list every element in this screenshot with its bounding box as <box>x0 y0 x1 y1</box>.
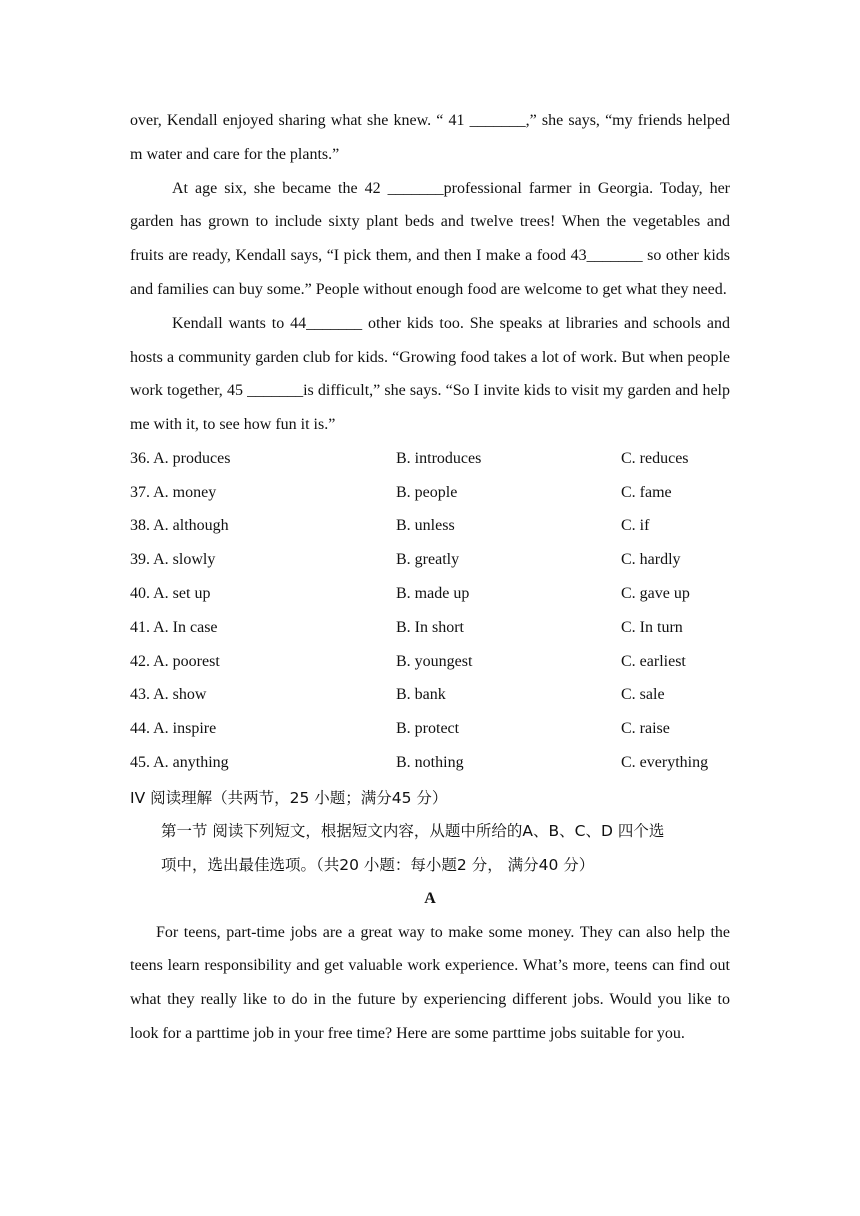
option-b: B. bank <box>396 686 446 704</box>
option-c: C. if <box>621 517 650 535</box>
option-a: 40. A. set up <box>130 585 211 603</box>
option-row <box>130 543 730 577</box>
cloze-paragraph-1: over, Kendall enjoyed sharing what she knew. “ 41 _______,” she says, “my friends helped m water and care for the plants.” <box>130 112 730 163</box>
cloze-paragraph-2: At age six, she became the 42 _______professional farmer in Georgia. Today, her garden has grown to include sixty plant beds and twelve trees! When the vegetables and fruits are ready, Kendall says, “I pick them, and then I make a food 43_______ so other kids and families can buy some.” People without enough food are welcome to get what they need. <box>130 179 730 298</box>
option-a: 39. A. slowly <box>130 551 216 569</box>
option-b: B. In short <box>396 618 464 636</box>
option-row <box>130 476 730 510</box>
options-list <box>130 442 730 780</box>
option-b: B. greatly <box>396 551 460 569</box>
passage-title: A <box>424 889 436 907</box>
option-c: C. hardly <box>621 551 681 569</box>
option-b: B. youngest <box>396 652 473 670</box>
option-row <box>130 510 730 544</box>
cloze-paragraph-3: Kendall wants to 44_______ other kids too. She speaks at libraries and schools and hosts a community garden club for kids. “Growing food takes a lot of work. But when people work together, 45 _______is difficult,” she says. “So I invite kids to visit my garden and help me with it, to see how fun it is.” <box>130 314 730 434</box>
option-c: C. gave up <box>621 585 690 603</box>
option-row <box>130 746 730 780</box>
option-c: C. In turn <box>621 618 683 636</box>
option-a: 37. A. money <box>130 483 217 501</box>
section-instructions-line-1: 第一节 阅读下列短文，根据短文内容，从题中所给的A、B、C、D 四个选 <box>161 821 665 840</box>
section-instructions-line-2: 项中，选出最佳选项。（共20 小题：每小题2 分， 满分40 分） <box>161 855 595 874</box>
option-row <box>130 679 730 713</box>
option-a: 38. A. although <box>130 517 229 535</box>
option-row <box>130 712 730 746</box>
option-c: C. fame <box>621 483 672 501</box>
option-a: 41. A. In case <box>130 618 218 636</box>
option-c: C. reduces <box>621 449 689 467</box>
section-heading: IV 阅读理解（共两节，25 小题；满分45 分） <box>130 788 448 807</box>
document-page <box>130 104 730 1051</box>
passage-a-text: For teens, part-time jobs are a great way to make some money. They can also help the teens learn responsibility and get valuable work experience. What’s more, teens can find out what they really like to do in the future by experiencing different jobs. Would you like to look for a parttime job in your free time? Here are some parttime jobs suitable for you. <box>130 923 730 1042</box>
option-b: B. unless <box>396 517 455 535</box>
section-instructions <box>161 814 730 882</box>
option-a: 36. A. produces <box>130 449 231 467</box>
option-b: B. nothing <box>396 754 464 772</box>
option-row <box>130 611 730 645</box>
option-row <box>130 442 730 476</box>
option-b: B. introduces <box>396 449 482 467</box>
option-b: B. made up <box>396 585 470 603</box>
option-b: B. protect <box>396 720 460 738</box>
option-a: 42. A. poorest <box>130 652 220 670</box>
option-a: 45. A. anything <box>130 754 229 772</box>
option-c: C. sale <box>621 686 665 704</box>
option-a: 44. A. inspire <box>130 720 217 738</box>
option-a: 43. A. show <box>130 686 207 704</box>
option-row <box>130 645 730 679</box>
option-row <box>130 577 730 611</box>
option-b: B. people <box>396 483 458 501</box>
option-c: C. earliest <box>621 652 686 670</box>
option-c: C. everything <box>621 754 709 772</box>
option-c: C. raise <box>621 720 670 738</box>
